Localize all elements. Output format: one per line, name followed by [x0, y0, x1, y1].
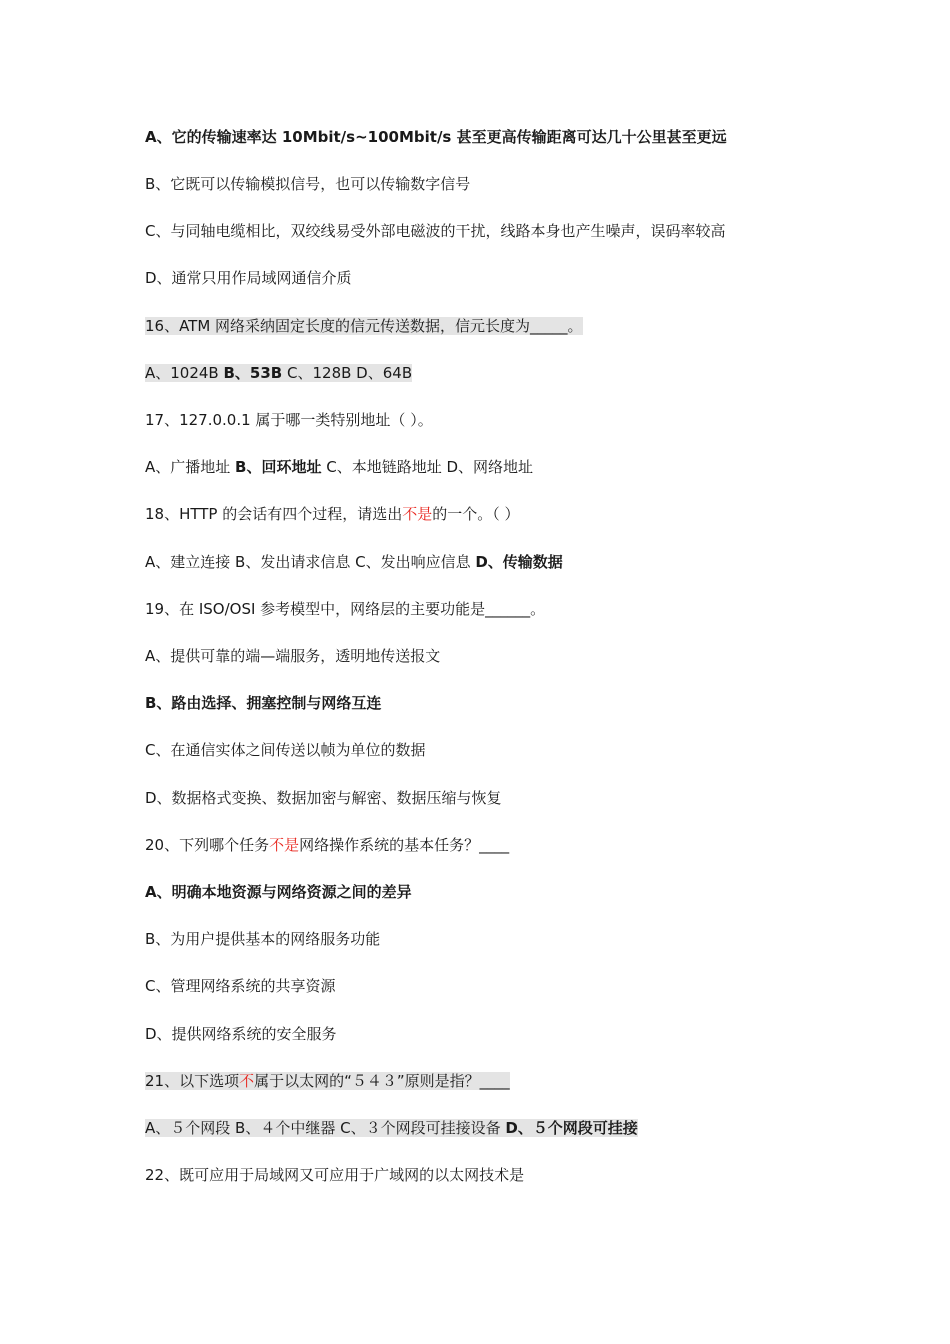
line-text: 20、下列哪个任务 — [145, 836, 270, 854]
text-line-l22 — [145, 1118, 638, 1138]
text-line-l10 — [145, 552, 563, 572]
line-text: 的一个。（ ） — [432, 505, 520, 523]
line-text: A、５个网段 B、４个中继器 C、３个网段可挂接设备 — [145, 1119, 506, 1137]
answer-text: B、53B — [223, 364, 283, 382]
line-text: 22、既可应用于局域网又可应用于广域网的以太网技术是 — [145, 1166, 525, 1184]
text-line-l11 — [145, 599, 545, 619]
line-text: C、与同轴电缆相比，双绞线易受外部电磁波的干扰，线路本身也产生噪声，误码率较高 — [145, 222, 726, 240]
answer-text: A、明确本地资源与网络资源之间的差异 — [145, 883, 412, 901]
line-text: 属于以太网的“５４３”原则是指？____ — [254, 1072, 510, 1090]
text-line-l16 — [145, 835, 509, 855]
text-line-l07 — [145, 410, 433, 430]
line-text: 16、ATM 网络采纳固定长度的信元传送数据，信元长度为_____。 — [145, 317, 583, 335]
line-text: 19、在 ISO/OSI 参考模型中，网络层的主要功能是______。 — [145, 600, 546, 618]
line-text: D、数据格式变换、数据加密与解密、数据压缩与恢复 — [145, 789, 502, 807]
line-text: C、管理网络系统的共享资源 — [145, 977, 336, 995]
emphasis-text: 不 — [239, 1072, 255, 1090]
text-line-l01 — [145, 127, 727, 147]
answer-text: D、５个网段可挂接 — [505, 1119, 638, 1137]
text-line-l03 — [145, 221, 725, 241]
text-line-l09 — [145, 504, 520, 524]
text-line-l06 — [145, 363, 412, 383]
answer-text: A、它的传输速率达 10Mbit/s~100Mbit/s 甚至更高传输距离可达几十公里甚至更远 — [145, 128, 727, 146]
line-text: D、通常只用作局域网通信介质 — [145, 269, 352, 287]
text-line-l21 — [145, 1071, 510, 1091]
line-text: D、提供网络系统的安全服务 — [145, 1025, 337, 1043]
emphasis-text: 不是 — [402, 505, 433, 523]
line-text: A、建立连接 B、发出请求信息 C、发出响应信息 — [145, 553, 476, 571]
answer-text: B、回环地址 — [235, 458, 322, 476]
text-line-l04 — [145, 268, 352, 288]
emphasis-text: 不是 — [269, 836, 300, 854]
text-line-l08 — [145, 457, 533, 477]
text-line-l20 — [145, 1024, 337, 1044]
answer-text: D、传输数据 — [475, 553, 563, 571]
line-text: C、128B D、64B — [282, 364, 413, 382]
text-line-l23 — [145, 1165, 524, 1185]
line-text: A、广播地址 — [145, 458, 236, 476]
line-text: A、1024B — [145, 364, 224, 382]
text-line-l15 — [145, 788, 502, 808]
text-line-l13 — [145, 693, 381, 713]
text-line-l19 — [145, 976, 335, 996]
line-text: 网络操作系统的基本任务？____ — [299, 836, 510, 854]
line-text: C、在通信实体之间传送以帧为单位的数据 — [145, 741, 426, 759]
line-text: B、为用户提供基本的网络服务功能 — [145, 930, 381, 948]
text-line-l12 — [145, 646, 440, 666]
text-line-l02 — [145, 174, 470, 194]
line-text: A、提供可靠的端—端服务，透明地传送报文 — [145, 647, 441, 665]
line-text: 17、127.0.0.1 属于哪一类特别地址（ ）。 — [145, 411, 433, 429]
text-line-l05 — [145, 316, 583, 336]
text-line-l17 — [145, 882, 412, 902]
answer-text: B、路由选择、拥塞控制与网络互连 — [145, 694, 382, 712]
line-text: C、本地链路地址 D、网络地址 — [321, 458, 534, 476]
text-line-l14 — [145, 740, 425, 760]
line-text: 18、HTTP 的会话有四个过程，请选出 — [145, 505, 403, 523]
line-text: B、它既可以传输模拟信号，也可以传输数字信号 — [145, 175, 471, 193]
text-line-l18 — [145, 929, 380, 949]
line-text: 21、以下选项 — [145, 1072, 240, 1090]
